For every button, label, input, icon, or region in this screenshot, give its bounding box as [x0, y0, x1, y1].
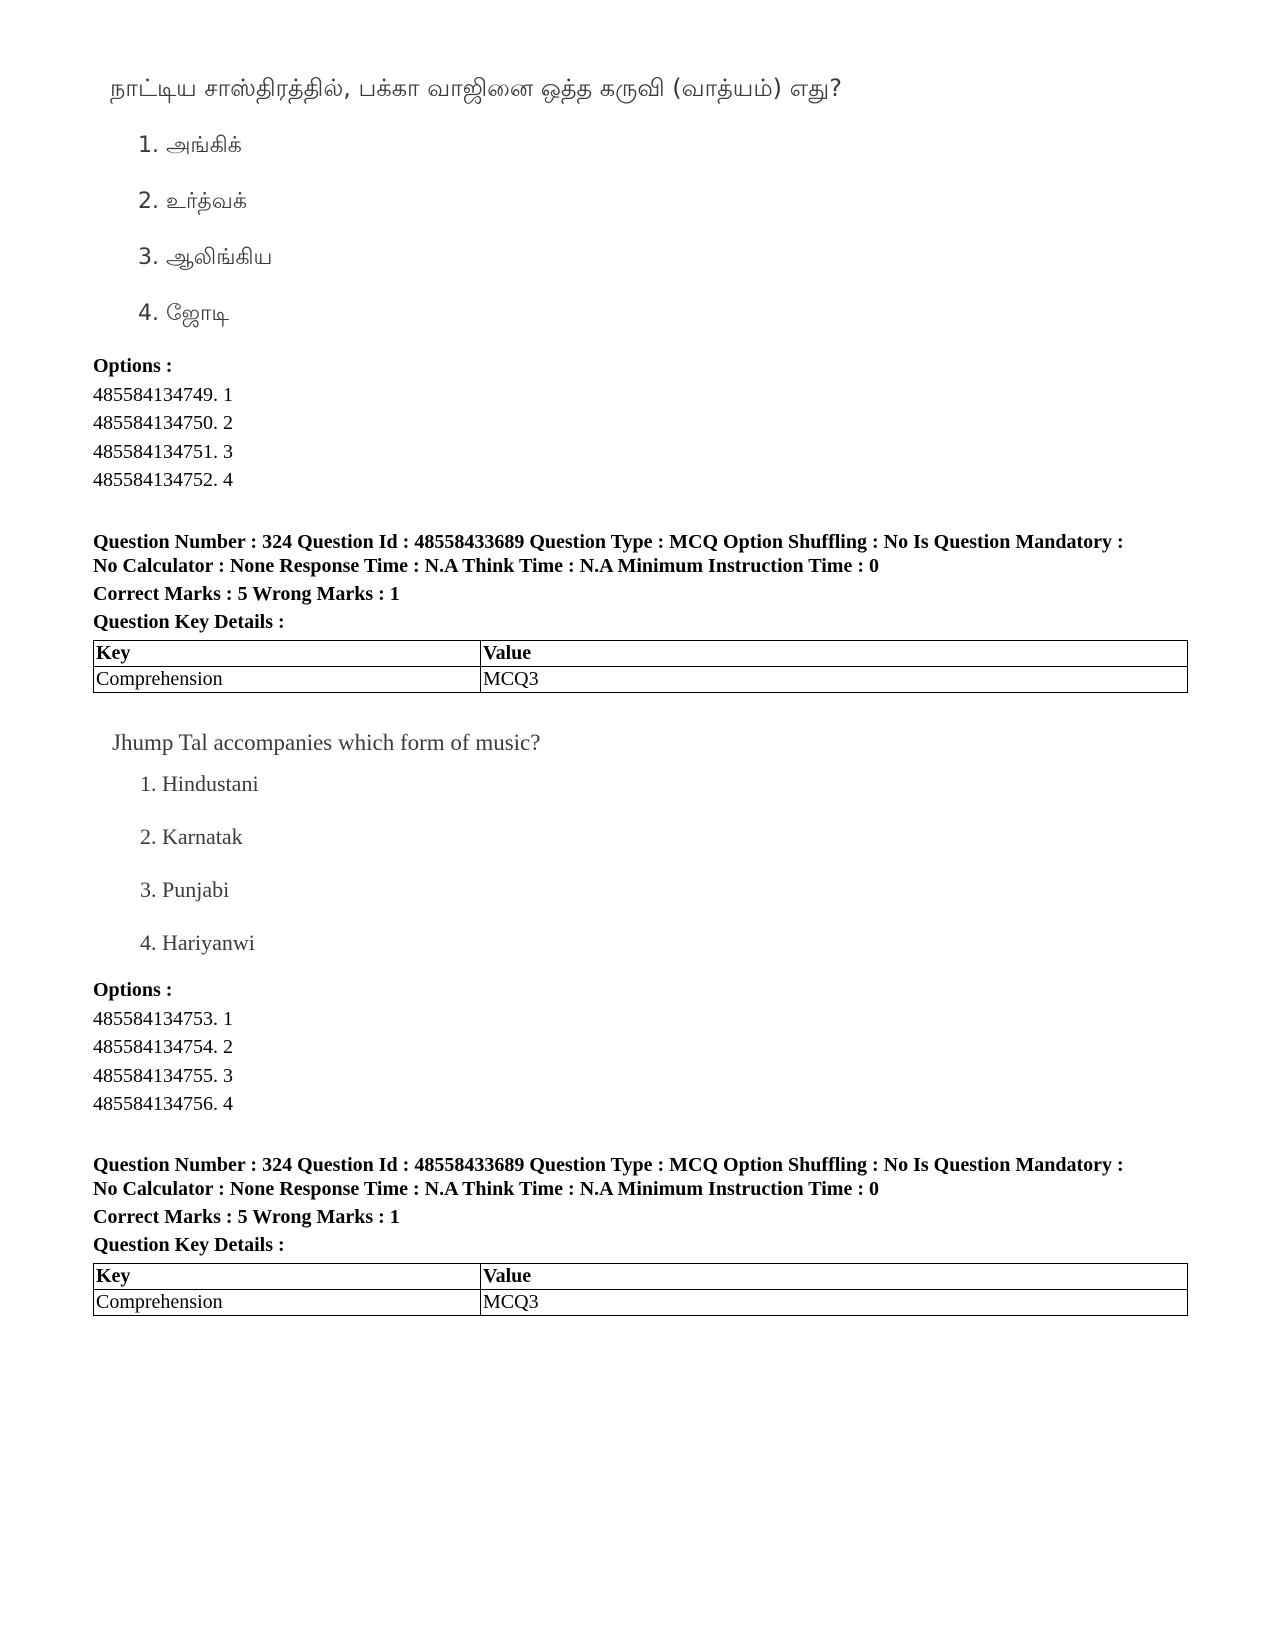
question-key-table-2 — [93, 1263, 1188, 1316]
key-details-heading: Question Key Details : — [93, 1234, 285, 1256]
table-header-value: Value — [481, 1264, 1188, 1290]
metadata-line-2: No Calculator : None Response Time : N.A Think Time : N.A Minimum Instruction Time : 0 — [93, 555, 879, 577]
table-header-row — [94, 641, 1188, 667]
question-2-choice-3: 3. Punjabi — [140, 877, 230, 902]
table-header-key: Key — [94, 641, 481, 667]
metadata-line-1: Question Number : 324 Question Id : 48558433689 Question Type : MCQ Option Shuffling : No Is Question Mandatory : — [93, 531, 1124, 553]
metadata-line-2: No Calculator : None Response Time : N.A Think Time : N.A Minimum Instruction Time : 0 — [93, 1178, 879, 1200]
option-id: 485584134755. 3 — [93, 1064, 233, 1087]
table-cell-key: Comprehension — [94, 1290, 481, 1316]
table-header-row — [94, 1264, 1188, 1290]
metadata-line-1: Question Number : 324 Question Id : 48558433689 Question Type : MCQ Option Shuffling : No Is Question Mandatory : — [93, 1154, 1124, 1176]
option-id: 485584134750. 2 — [93, 412, 233, 434]
option-id: 485584134752. 4 — [93, 469, 233, 491]
question-2-choice-2: 2. Karnatak — [140, 824, 243, 849]
marks-line: Correct Marks : 5 Wrong Marks : 1 — [93, 1206, 400, 1228]
table-header-key: Key — [94, 1264, 481, 1290]
question-1-choice-1: 1. அங்கிக் — [138, 133, 242, 158]
question-metadata-2 — [93, 1153, 1193, 1201]
options-heading: Options : — [93, 355, 173, 377]
question-key-table-1 — [93, 640, 1188, 693]
question-1-choice-2: 2. உர்த்வக் — [138, 189, 247, 214]
table-row — [94, 667, 1188, 693]
table-cell-value: MCQ3 — [481, 1290, 1188, 1316]
question-2-text: Jhump Tal accompanies which form of music? — [112, 730, 541, 755]
table-cell-value: MCQ3 — [481, 667, 1188, 693]
option-id: 485584134754. 2 — [93, 1036, 233, 1058]
question-metadata-1 — [93, 530, 1193, 578]
question-1-choice-4: 4. ஜோடி — [138, 301, 229, 326]
option-id: 485584134749. 1 — [93, 383, 233, 406]
options-block-2 — [93, 976, 233, 1119]
question-1-text: நாட்டிய சாஸ்திரத்தில், பக்கா வாஜினை ஒத்த கருவி (வாத்யம்) எது? — [110, 74, 842, 102]
table-header-value: Value — [481, 641, 1188, 667]
question-1-choice-3: 3. ஆலிங்கிய — [138, 245, 273, 270]
options-heading: Options : — [93, 979, 173, 1001]
question-2-choice-4: 4. Hariyanwi — [140, 930, 255, 955]
option-id: 485584134753. 1 — [93, 1007, 233, 1030]
key-details-heading: Question Key Details : — [93, 611, 285, 633]
options-block-1 — [93, 352, 233, 495]
question-2-choice-1: 1. Hindustani — [140, 771, 259, 796]
option-id: 485584134756. 4 — [93, 1093, 233, 1115]
table-cell-key: Comprehension — [94, 667, 481, 693]
marks-line: Correct Marks : 5 Wrong Marks : 1 — [93, 583, 400, 605]
table-row — [94, 1290, 1188, 1316]
option-id: 485584134751. 3 — [93, 440, 233, 463]
